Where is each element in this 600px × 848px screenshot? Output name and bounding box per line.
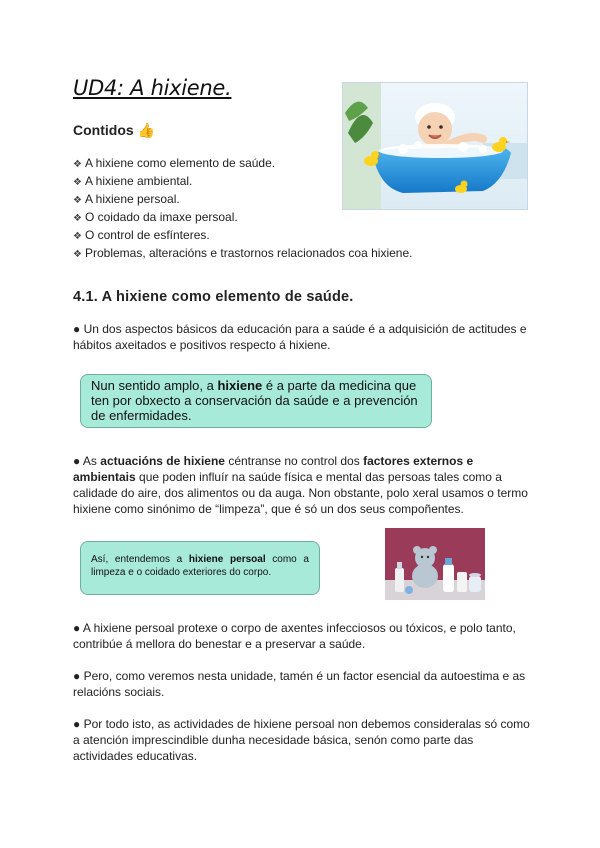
diamond-bullet-icon: ❖	[73, 177, 82, 188]
list-item: ❖ O coidado da imaxe persoal.	[73, 210, 238, 224]
personal-hygiene-box: Así, entendemos a hixiene persoal como a limpeza e o coidado exteriores do corpo.	[80, 541, 320, 595]
list-item: ❖ A hixiene como elemento de saúde.	[73, 156, 276, 170]
diamond-bullet-icon: ❖	[73, 195, 82, 206]
section-title: 4.1. A hixiene como elemento de saúde.	[73, 289, 354, 305]
diamond-bullet-icon: ❖	[73, 159, 82, 170]
baby-products-photo	[385, 528, 485, 600]
paragraph: ● Un dos aspectos básicos da educación para a saúde é a adquisición de actitudes e hábitos axeitados e positivos respecto á hixiene.	[73, 322, 527, 352]
paragraph: ● Por todo isto, as actividades de hixiene persoal non debemos consideralas só como a atención imprescindible dunha necesidade básica, senón como parte das actividades educativas.	[73, 717, 530, 763]
page-title: UD4: A hixiene.	[73, 76, 232, 100]
list-item: ❖ A hixiene persoal.	[73, 192, 180, 206]
contents-heading-label: Contidos	[73, 122, 134, 138]
diamond-bullet-icon: ❖	[73, 231, 82, 242]
paragraph: ● As actuacións de hixiene céntranse no control dos factores externos e ambientais que poden influír na saúde física e mental das persoas tales como a calidade do aire, dos alimentos ou da auga. Non obstante, polo xeral usamos o termo hixiene como sinónimo de “limpeza”, que é só un dos seus compoñentes.	[73, 454, 528, 516]
contents-heading	[73, 122, 155, 139]
list-item: ❖ A hixiene ambiental.	[73, 174, 193, 188]
diamond-bullet-icon: ❖	[73, 249, 82, 260]
paragraph: ● Pero, como veremos nesta unidade, tamén é un factor esencial da autoestima e as relacións sociais.	[73, 669, 526, 699]
baby-bath-photo	[342, 82, 528, 210]
thumbs-up-icon: 👍	[137, 122, 156, 138]
paragraph: ● A hixiene persoal protexe o corpo de axentes infecciosos ou tóxicos, e polo tanto, contribúe á mellora do benestar e a preservar a saúde.	[73, 621, 516, 651]
list-item: ❖ Problemas, alteracións e trastornos relacionados coa hixiene.	[73, 246, 413, 260]
diamond-bullet-icon: ❖	[73, 213, 82, 224]
list-item: ❖ O control de esfínteres.	[73, 228, 210, 242]
definition-box: Nun sentido amplo, a hixiene é a parte da medicina que ten por obxecto a conservación da saúde e a prevención de enfermidades.	[80, 374, 432, 428]
